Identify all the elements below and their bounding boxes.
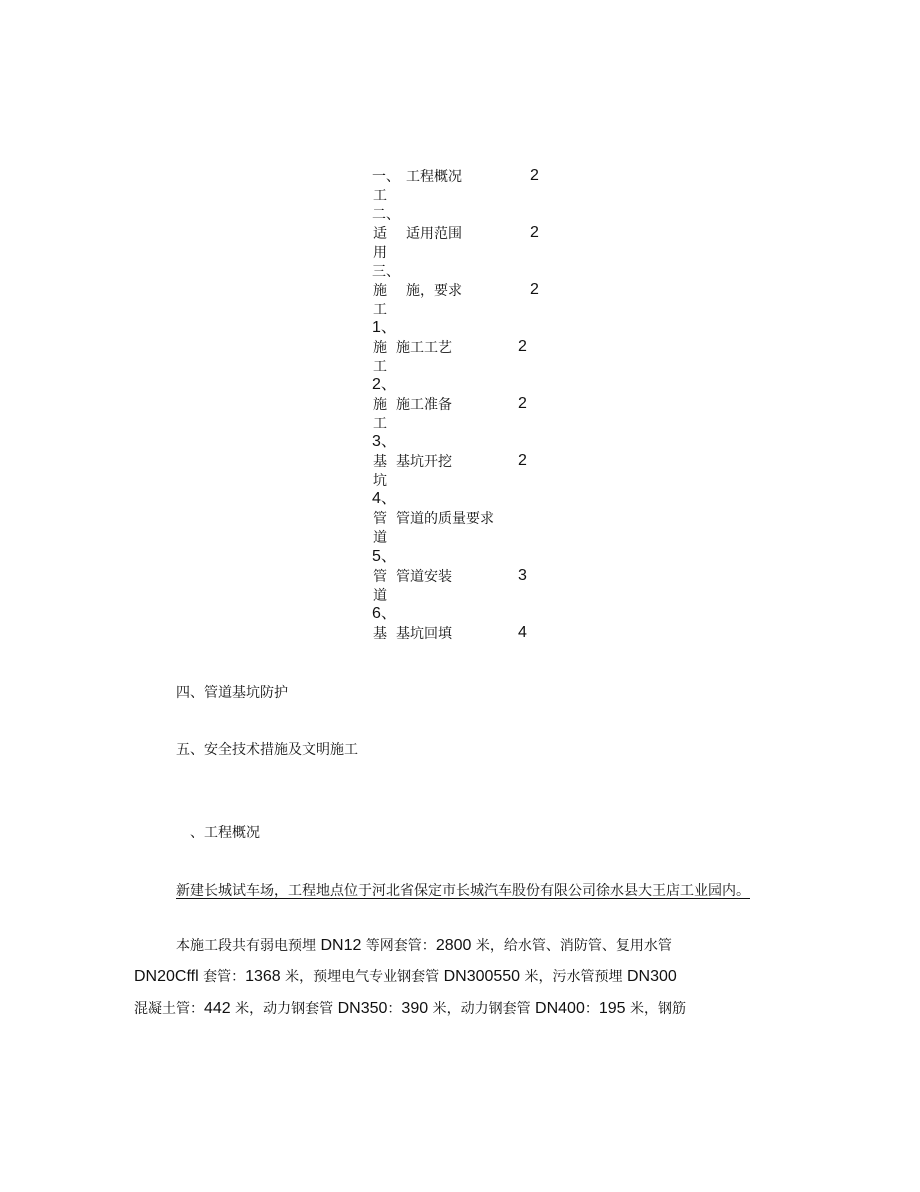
paragraph-line-3-run-1: 混凝土管： xyxy=(134,1001,204,1017)
paragraph-line-3-run-2: 442 xyxy=(204,1000,231,1017)
toc-entry-8-title: 管道安装 xyxy=(396,569,452,585)
paragraph-line-3-run-9: ： xyxy=(584,1001,599,1017)
toc-entry-4-wrap-1: 施 xyxy=(373,340,387,356)
paragraph-line-2-run-6: 米，污水管预埋 xyxy=(520,969,627,985)
toc-entry-9-page: 4 xyxy=(518,624,527,641)
toc-entry-3-wrap-1: 施 xyxy=(373,283,387,299)
paragraph-line-3-run-7: 米，动力钢套管 xyxy=(428,1001,536,1017)
toc-entry-6-wrap-2: 坑 xyxy=(373,473,387,489)
paragraph-line-1-run-2: DN12 xyxy=(320,937,362,954)
toc-entry-1-prefix: 一、 xyxy=(372,169,400,185)
toc-entry-4-wrap-2: 工 xyxy=(373,359,387,375)
section-heading: 、工程概况 xyxy=(190,825,260,841)
toc-entry-3-prefix: 三、 xyxy=(372,264,400,280)
toc-entry-5-prefix: 2、 xyxy=(372,376,397,393)
toc-entry-7-wrap-2: 道 xyxy=(373,530,387,546)
toc-entry-7-wrap-1: 管 xyxy=(373,511,387,527)
toc-entry-6-title: 基坑开挖 xyxy=(396,454,452,470)
toc-entry-9-wrap-1: 基 xyxy=(373,626,387,642)
toc-item-five: 五、安全技术措施及文明施工 xyxy=(176,742,358,758)
paragraph-line-2-run-5: DN300550 xyxy=(443,968,521,985)
toc-entry-3-wrap-2: 工 xyxy=(373,302,387,318)
paragraph-line-1-run-5: 米，给水管、消防管、复用水管 xyxy=(471,938,672,954)
paragraph-line-1 xyxy=(176,938,672,954)
toc-entry-7-prefix: 4、 xyxy=(372,490,397,507)
toc-entry-8-wrap-1: 管 xyxy=(373,569,387,585)
toc-entry-1-title: 工程概况 xyxy=(406,169,462,185)
paragraph-line-3-run-8: DN400 xyxy=(535,1000,585,1017)
toc-entry-1-page: 2 xyxy=(530,167,539,184)
paragraph-line-2-run-2: 套管： xyxy=(198,969,246,985)
paragraph-line-2-run-4: 米，预埋电气专业钢套管 xyxy=(280,969,444,985)
toc-entry-5-wrap-1: 施 xyxy=(373,397,387,413)
paragraph-line-1-run-1: 本施工段共有弱电预埋 xyxy=(176,938,321,954)
paragraph-line-2-run-1: DN20Cffl xyxy=(134,968,199,985)
paragraph-line-1-run-4: 2800 xyxy=(435,937,472,954)
paragraph-line-3-run-11: 米，钢筋 xyxy=(625,1001,686,1017)
toc-entry-3-page: 2 xyxy=(530,281,539,298)
toc-entry-1-wrap-1: 工 xyxy=(373,188,387,204)
toc-entry-5-page: 2 xyxy=(518,395,527,412)
paragraph-line-2-run-7: DN300 xyxy=(626,968,677,985)
toc-entry-2-page: 2 xyxy=(530,224,539,241)
paragraph-line-3-run-6: 390 xyxy=(401,1000,429,1017)
paragraph-line-3-run-3: 米，动力钢套管 xyxy=(230,1001,338,1017)
toc-entry-5-wrap-2: 工 xyxy=(373,416,387,432)
toc-entry-2-title: 适用范围 xyxy=(406,226,462,242)
toc-entry-9-title: 基坑回填 xyxy=(396,626,452,642)
paragraph-line-3-run-5: ： xyxy=(387,1001,402,1017)
toc-entry-2-wrap-1: 适 xyxy=(373,226,387,242)
toc-entry-2-wrap-2: 用 xyxy=(373,245,387,261)
toc-entry-7-title: 管道的质量要求 xyxy=(396,511,494,527)
paragraph-line-3-run-10: 195 xyxy=(598,1000,626,1017)
toc-entry-2-prefix: 二、 xyxy=(372,207,400,223)
paragraph-line-1-run-3: 等网套管： xyxy=(361,938,436,954)
toc-entry-8-wrap-2: 道 xyxy=(373,588,387,604)
toc-entry-8-page: 3 xyxy=(518,567,527,584)
paragraph-line-3 xyxy=(134,1001,686,1017)
paragraph-line-2 xyxy=(134,969,677,985)
toc-entry-6-page: 2 xyxy=(518,452,527,469)
paragraph-line-3-run-4: DN350 xyxy=(337,1000,388,1017)
toc-entry-8-prefix: 5、 xyxy=(372,548,397,565)
toc-entry-6-prefix: 3、 xyxy=(372,433,397,450)
paragraph-line-2-run-3: 1368 xyxy=(245,968,281,985)
location-line: 新建长城试车场，工程地点位于河北省保定市长城汽车股份有限公司徐水县大王店工业园内。 xyxy=(176,883,750,899)
toc-entry-9-prefix: 6、 xyxy=(372,605,397,622)
toc-entry-5-title: 施工准备 xyxy=(396,397,452,413)
toc-entry-6-wrap-1: 基 xyxy=(373,454,387,470)
toc-item-four: 四、管道基坑防护 xyxy=(176,685,288,701)
toc-entry-4-title: 施工工艺 xyxy=(396,340,452,356)
toc-entry-4-page: 2 xyxy=(518,338,527,355)
toc-entry-3-title: 施，要求 xyxy=(406,283,462,299)
toc-entry-4-prefix: 1、 xyxy=(372,319,397,336)
